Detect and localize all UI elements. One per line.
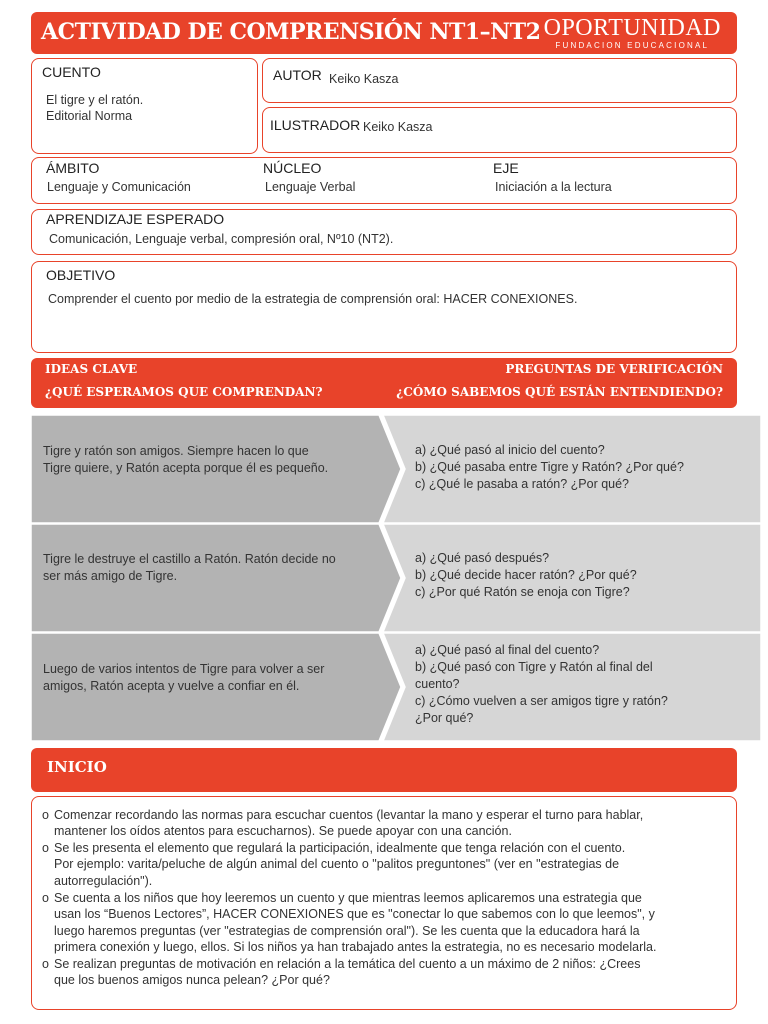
- objetivo-value: Comprender el cuento por medio de la estrategia de comprensión oral: HACER CONEXIONES.: [48, 292, 578, 306]
- nucleo-label: NÚCLEO: [263, 160, 322, 176]
- idea-cell: [31, 633, 411, 741]
- ideas-header-bar: [31, 358, 737, 408]
- idea-text: Tigre y ratón son amigos. Siempre hacen lo que Tigre quiere, y Ratón acepta porque él es pequeño.: [43, 444, 329, 475]
- bullet-marker: o: [42, 957, 49, 971]
- cuento-title: El tigre y el ratón.: [46, 93, 144, 107]
- eje-label: EJE: [493, 160, 519, 176]
- aprendizaje-value: Comunicación, Lenguaje verbal, compresión oral, Nº10 (NT2).: [49, 232, 394, 246]
- bullet-marker: o: [42, 841, 49, 855]
- nucleo-value: Lenguaje Verbal: [265, 180, 356, 194]
- aprendizaje-label: APRENDIZAJE ESPERADO: [46, 211, 225, 227]
- bullet-marker: o: [42, 891, 49, 905]
- list-item: o Se realizan preguntas de motivación en relación a la temática del cuento a un máximo de 2 niños: ¿Crees que los buenos amigos nunca pelean? ¿Por qué?: [42, 957, 641, 988]
- idea-row-3: [31, 633, 761, 741]
- objetivo-label: OBJETIVO: [46, 267, 116, 283]
- ideas-clave-title: IDEAS CLAVE: [45, 362, 138, 376]
- ambito-value: Lenguaje y Comunicación: [47, 180, 191, 194]
- inicio-box: [31, 796, 737, 1010]
- list-item: o Comenzar recordando las normas para escuchar cuentos (levantar la mano y esperar el turno para hablar, mantener los oídos atentos para escucharnos). Se puede apoyar con una canción.: [42, 808, 644, 839]
- questions-cell: [383, 415, 761, 523]
- page-title: ACTIVIDAD DE COMPRENSIÓN NT1–NT2: [41, 19, 541, 45]
- ilustrador-value: Keiko Kasza: [363, 120, 433, 134]
- autor-label: AUTOR: [273, 67, 322, 83]
- ideas-clave-question: ¿QUÉ ESPERAMOS QUE COMPRENDAN?: [45, 385, 323, 399]
- autor-box: [262, 58, 737, 103]
- idea-cell: [31, 524, 411, 632]
- logo-main: OPORTUNIDAD: [543, 15, 721, 41]
- idea-text: Tigre le destruye el castillo a Ratón. Ratón decide no ser más amigo de Tigre.: [43, 552, 336, 583]
- questions-text: a) ¿Qué pasó al final del cuento? b) ¿Qué pasó con Tigre y Ratón al final del cuento? c) ¿Cómo vuelven a ser amigos tigre y ratón? ¿Por qué?: [415, 643, 668, 725]
- idea-row-1: [31, 415, 761, 523]
- ilustrador-label: ILUSTRADOR: [270, 117, 361, 133]
- inicio-bar: [31, 748, 737, 792]
- ilustrador-box: [262, 107, 737, 153]
- logo-sub: FUNDACION EDUCACIONAL: [555, 41, 710, 50]
- ambito-label: ÁMBITO: [46, 160, 100, 176]
- questions-cell: [383, 524, 761, 632]
- logo: [544, 15, 721, 51]
- questions-text: a) ¿Qué pasó después? b) ¿Qué decide hacer ratón? ¿Por qué? c) ¿Por qué Ratón se enoja con Tigre?: [415, 551, 637, 599]
- aprendizaje-box: [31, 209, 737, 255]
- eje-value: Iniciación a la lectura: [495, 180, 612, 194]
- inicio-title: INICIO: [47, 758, 107, 776]
- idea-cell: [31, 415, 411, 523]
- ambito-box: [31, 157, 737, 204]
- idea-row-2: [31, 524, 761, 632]
- idea-text: Luego de varios intentos de Tigre para volver a ser amigos, Ratón acepta y vuelve a confiar en él.: [43, 662, 325, 693]
- header-bar: [31, 12, 737, 54]
- objetivo-box: [31, 261, 737, 353]
- cuento-editorial: Editorial Norma: [46, 109, 133, 123]
- preguntas-title: PREGUNTAS DE VERIFICACIÓN: [505, 362, 723, 376]
- questions-text: a) ¿Qué pasó al inicio del cuento? b) ¿Qué pasaba entre Tigre y Ratón? ¿Por qué? c) ¿Qué le pasaba a ratón? ¿Por qué?: [415, 443, 684, 491]
- list-item: o Se les presenta el elemento que regulará la participación, idealmente que tenga relación con el cuento. Por ejemplo: varita/peluche de algún animal del cuento o "palitos preguntones" (ver en "estrategias de autorregulación").: [42, 841, 626, 888]
- bullet-marker: o: [42, 808, 49, 822]
- questions-cell: [383, 633, 761, 741]
- cuento-box: [31, 58, 258, 154]
- list-item: o Se cuenta a los niños que hoy leeremos un cuento y que mientras leemos aplicaremos una estrategia que usan los “Buenos Lectores”, HACER CONEXIONES que es "conectar lo que sabemos con lo que leemos", y luego haremos preguntas (ver "estrategias de comprensión oral"). Se les cuenta que la educadora hará la primera conexión y luego, ellos. Si los niños ya han trabajado antes la estrategia, no es necesario modelarla.: [42, 891, 657, 954]
- cuento-label: CUENTO: [42, 64, 101, 80]
- autor-value: Keiko Kasza: [329, 72, 399, 86]
- preguntas-question: ¿CÓMO SABEMOS QUÉ ESTÁN ENTENDIENDO?: [396, 385, 723, 399]
